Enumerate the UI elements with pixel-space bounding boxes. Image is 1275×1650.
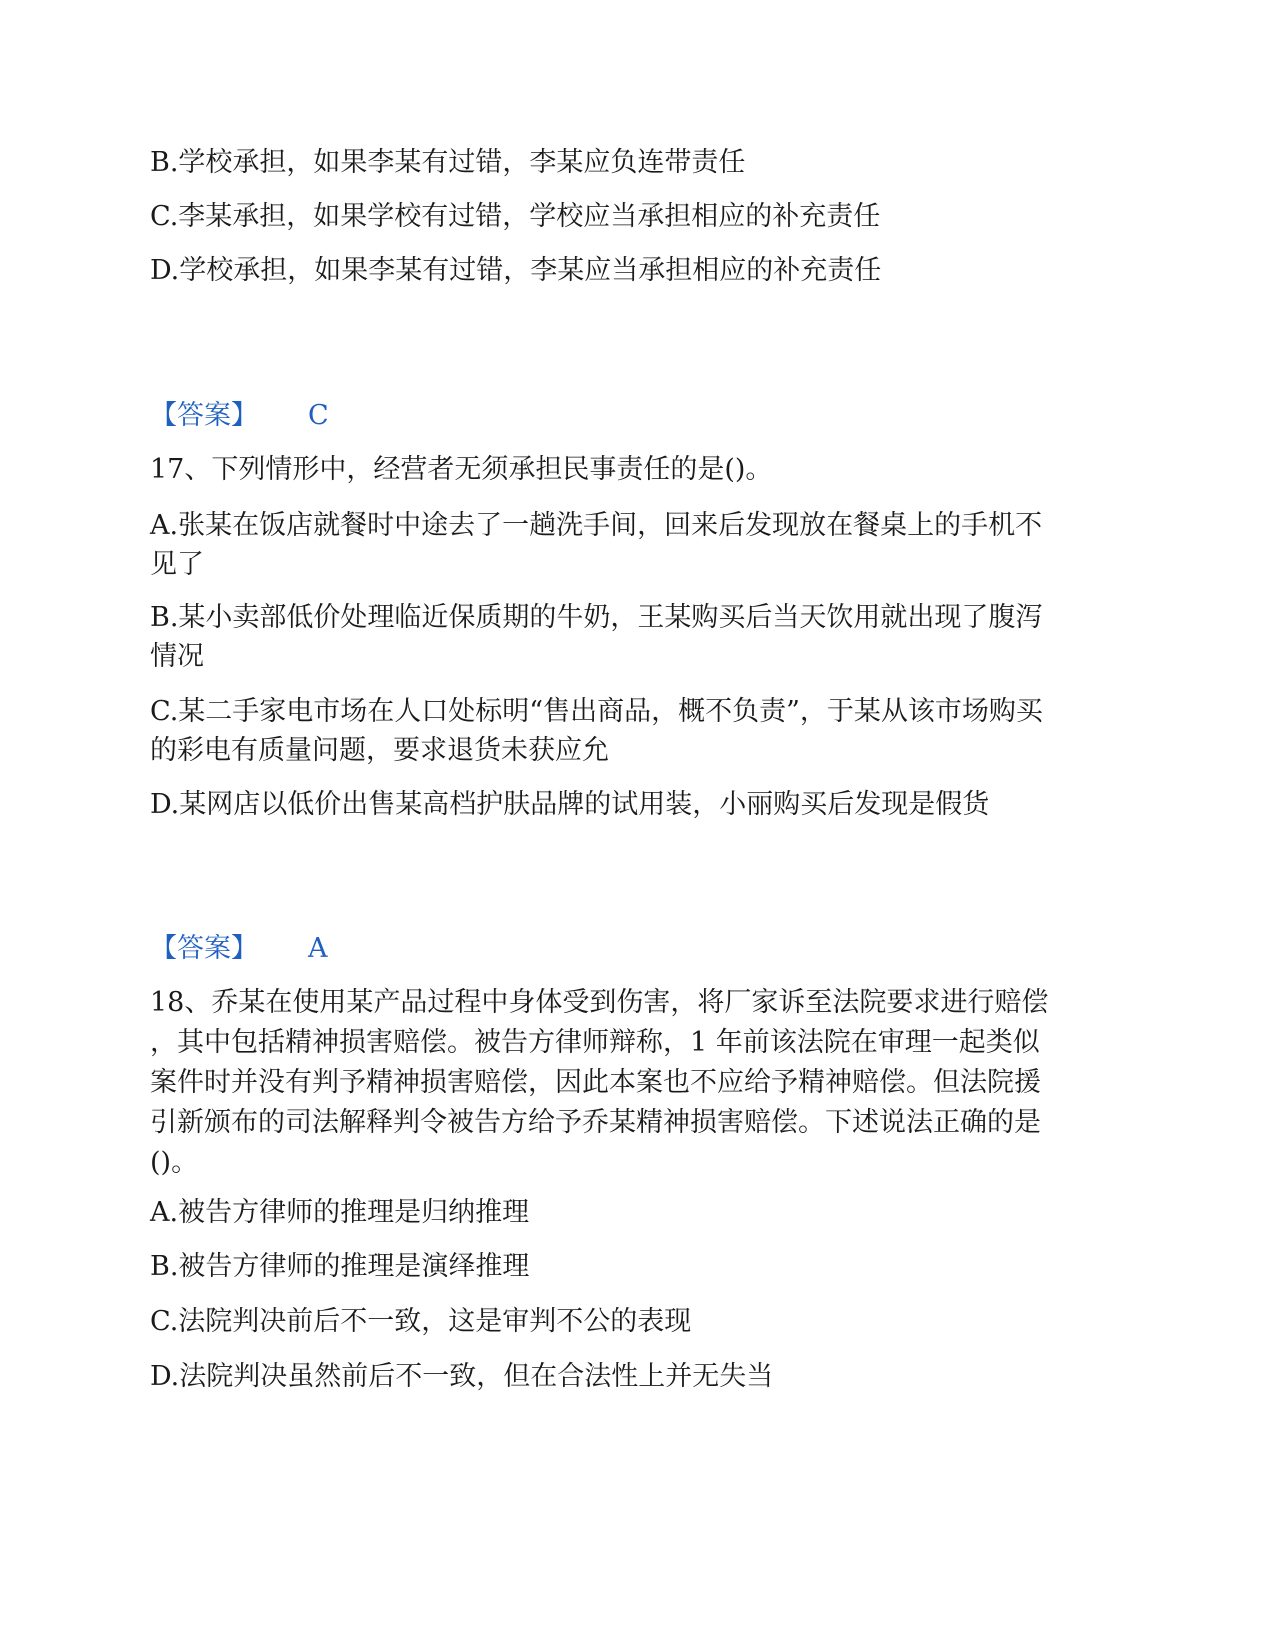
q18-stem-line2: ，其中包括精神损害赔偿。被告方律师辩称，1 年前该法院在审理一起类似 [150,1027,1040,1058]
q18-option-c: C.法院判决前后不一致，这是审判不公的表现 [150,1306,692,1337]
q17-option-c-line2: 的彩电有质量问题，要求退货未获应允 [150,735,609,766]
q17-option-a-line1: A.张某在饭店就餐时中途去了一趟洗手间，回来后发现放在餐桌上的手机不 [150,510,1043,541]
q18-stem-line5: ()。 [150,1147,199,1178]
q17-option-a-line2: 见了 [150,549,204,580]
answer-label: 【答案】 [150,400,258,431]
q16-answer [150,396,329,436]
q16-option-d: D.学校承担，如果李某有过错，李某应当承担相应的补充责任 [150,255,882,286]
q17-option-c-line1: C.某二手家电市场在人口处标明“售出商品，概不负责”，于某从该市场购买 [150,696,1043,727]
q16-option-c: C.李某承担，如果学校有过错，学校应当承担相应的补充责任 [150,201,881,232]
q17-stem: 17、下列情形中，经营者无须承担民事责任的是()。 [150,454,773,485]
q18-option-d: D.法院判决虽然前后不一致，但在合法性上并无失当 [150,1361,774,1392]
q18-option-b: B.被告方律师的推理是演绎推理 [150,1251,530,1282]
q17-option-b-line1: B.某小卖部低价处理临近保质期的牛奶，王某购买后当天饮用就出现了腹泻 [150,602,1043,633]
q16-option-b: B.学校承担，如果李某有过错，李某应负连带责任 [150,147,746,178]
q18-stem-line3: 案件时并没有判予精神损害赔偿，因此本案也不应给予精神赔偿。但法院援 [150,1067,1041,1098]
answer-value: C [308,400,329,431]
answer-label: 【答案】 [150,933,258,964]
q17-answer [150,929,328,969]
q18-stem-line1: 18、乔某在使用某产品过程中身体受到伤害，将厂家诉至法院要求进行赔偿 [150,987,1049,1018]
q18-option-a: A.被告方律师的推理是归纳推理 [150,1197,530,1228]
q18-stem-line4: 引新颁布的司法解释判令被告方给予乔某精神损害赔偿。下述说法正确的是 [150,1107,1041,1138]
q17-option-d: D.某网店以低价出售某高档护肤品牌的试用装，小丽购买后发现是假货 [150,789,990,820]
q17-option-b-line2: 情况 [150,641,204,672]
answer-value: A [308,933,328,964]
